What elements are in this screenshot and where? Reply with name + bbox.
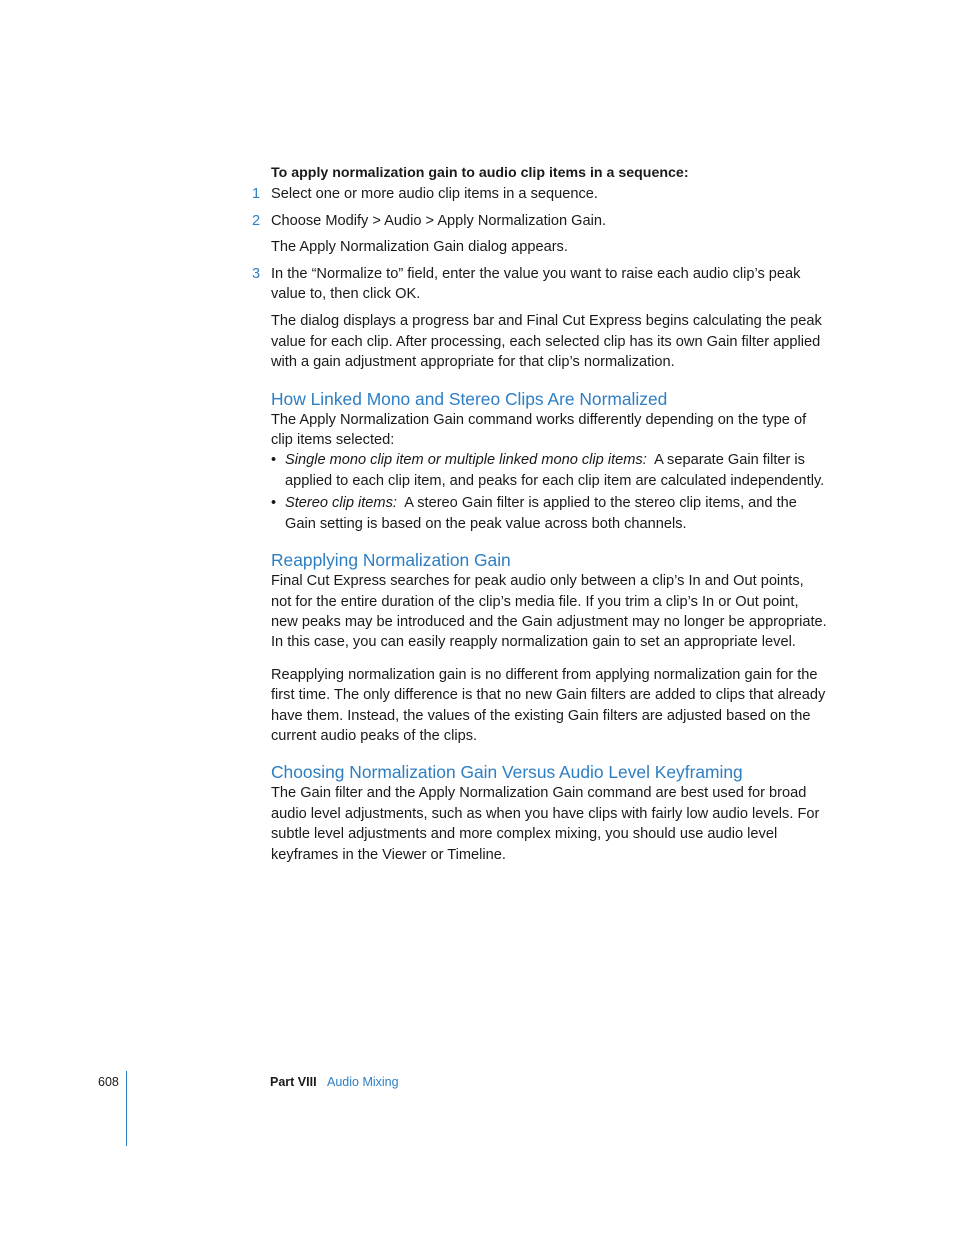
step-note: The Apply Normalization Gain dialog appears.	[271, 239, 568, 256]
step-2	[252, 211, 827, 231]
bullet-icon: •	[271, 495, 277, 512]
section-heading-keyframing: Choosing Normalization Gain Versus Audio Level Keyframing	[271, 762, 743, 783]
bullet-term: Stereo clip items:	[285, 495, 397, 512]
section-heading-reapplying: Reapplying Normalization Gain	[271, 550, 511, 571]
procedure-heading: To apply normalization gain to audio clip items in a sequence:	[271, 165, 689, 181]
footer-divider	[126, 1071, 127, 1146]
footer-chapter-label: Audio Mixing	[327, 1075, 399, 1089]
section-paragraph: The Gain filter and the Apply Normalization Gain command are best used for broad audio level adjustments, such as when you have clips with fairly low audio levels. For subtle level adjustments and more complex mixing, you should use audio level keyframes in the Viewer or Timeline.	[271, 785, 820, 863]
step-number: 2	[252, 212, 261, 229]
step-text: Choose Modify > Audio > Apply Normalization Gain.	[271, 212, 607, 229]
section-paragraph: Final Cut Express searches for peak audio only between a clip’s In and Out points, not for the entire duration of the clip’s media file. If you trim a clip’s In or Out point, new peaks may be introduced and the Gain adjustment may no longer be appropriate. In this case, you can easily reapply normalization gain to set an appropriate level.	[271, 573, 827, 651]
bullet-icon: •	[271, 452, 277, 469]
section-paragraph: The Apply Normalization Gain command works differently depending on the type of clip items selected:	[271, 411, 807, 449]
bullet-text: A separate Gain filter is applied to each clip item, and peaks for each clip item are calculated independently.	[285, 452, 825, 489]
step-number: 1	[252, 186, 261, 203]
step-number: 3	[252, 265, 261, 282]
step-text: Select one or more audio clip items in a sequence.	[271, 186, 598, 203]
page-body	[252, 163, 827, 865]
step-note: The dialog displays a progress bar and Final Cut Express begins calculating the peak value for each clip. After processing, each selected clip has its own Gain filter applied with a gain adjustment appropriate for that clip’s normalization.	[271, 313, 822, 371]
footer-part-label: Part VIII	[270, 1075, 317, 1089]
bullet-text: A stereo Gain filter is applied to the stereo clip items, and the Gain setting is based on the peak value across both channels.	[285, 495, 797, 532]
step-text: In the “Normalize to” field, enter the value you want to raise each audio clip’s peak value to, then click OK.	[271, 265, 801, 303]
bullet-item-mono	[271, 450, 827, 491]
section-paragraph: Reapplying normalization gain is no different from applying normalization gain for the first time. The only difference is that no new Gain filters are added to clips that already have them. Instead, the values of the existing Gain filters are adjusted based on the current audio peaks of the clips.	[271, 666, 826, 744]
step-1	[252, 184, 827, 204]
bullet-term: Single mono clip item or multiple linked mono clip items:	[285, 452, 647, 469]
section-heading-linked-clips: How Linked Mono and Stereo Clips Are Normalized	[271, 388, 668, 409]
page-number: 608	[98, 1075, 119, 1089]
bullet-item-stereo	[271, 493, 827, 534]
step-3	[252, 264, 827, 305]
